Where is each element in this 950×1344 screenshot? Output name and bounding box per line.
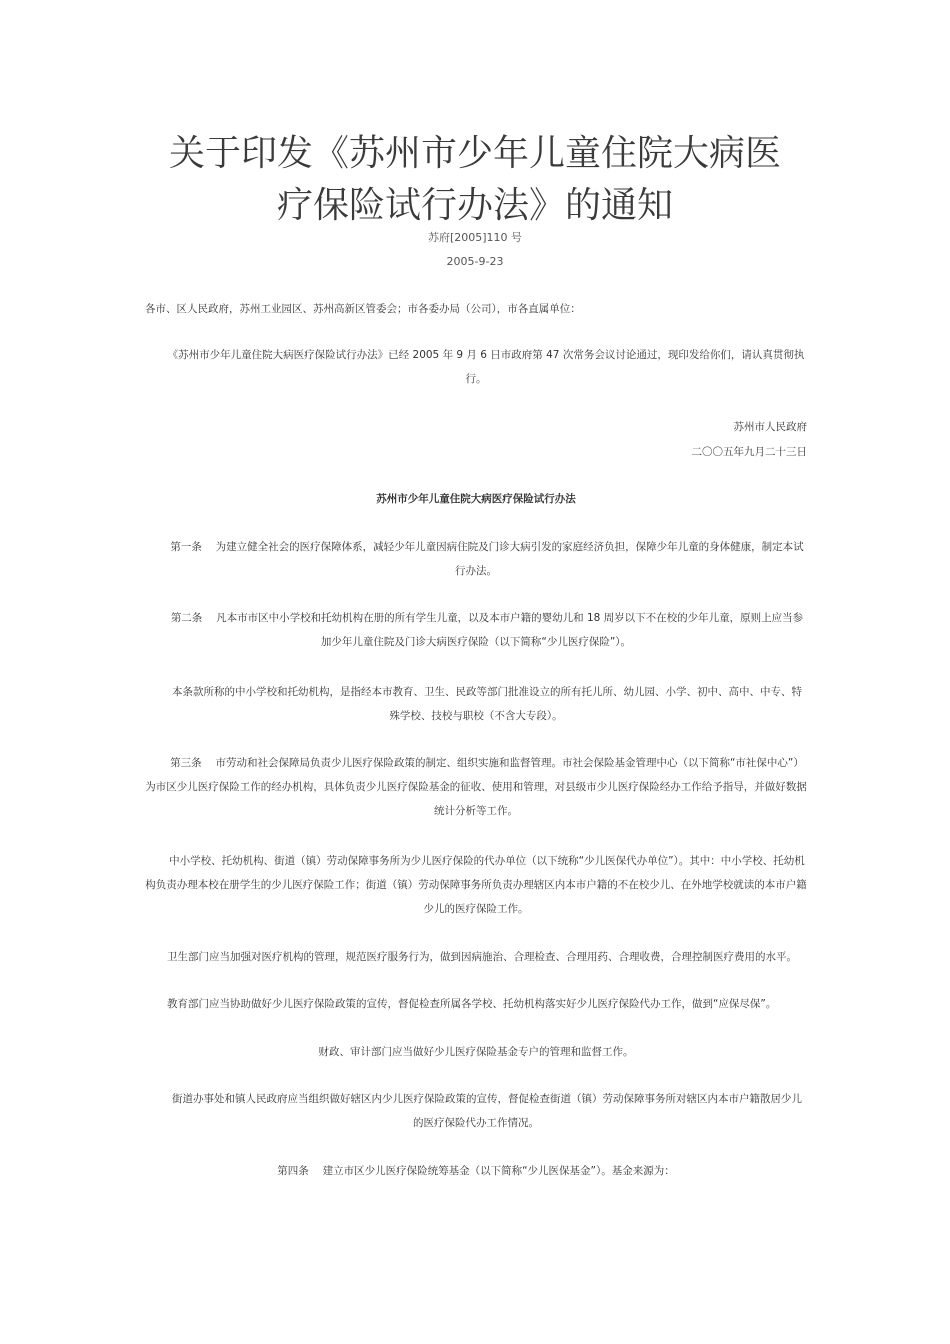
publish-date: 2005-9-23 bbox=[446, 255, 504, 268]
issue-date: 二〇〇五年九月二十三日 bbox=[691, 446, 807, 458]
article-2-clause: 本条款所称的中小学校和托幼机构，是指经本市教育、卫生、民政等部门批准设立的所有托儿所、幼儿园、小学、初中、高中、中专、特殊学校、技校与职校（不含大专段）。 bbox=[172, 686, 802, 722]
issuer: 苏州市人民政府 bbox=[733, 421, 807, 433]
document-number: 苏府[2005]110 号 bbox=[427, 231, 523, 244]
article-1: 第一条 为建立健全社会的医疗保障体系，减轻少年儿童因病住院及门诊大病引发的家庭经济负担，保障少年儿童的身体健康，制定本试行办法。 bbox=[170, 541, 804, 577]
article-2: 第二条 凡本市市区中小学校和托幼机构在册的所有学生儿童，以及本市户籍的婴幼儿和 18 周岁以下不在校的少年儿童，原则上应当参加少年儿童住院及门诊大病医疗保险（以下简称“少儿医疗保险”）。 bbox=[170, 612, 804, 648]
article-4: 第四条 建立市区少儿医疗保险统筹基金（以下简称“少儿医保基金”）。基金来源为： bbox=[277, 1165, 675, 1177]
recipients: 各市、区人民政府，苏州工业园区、苏州高新区管委会；市各委办局（公司），市各直属单位： bbox=[145, 303, 581, 315]
article-3-street-office: 街道办事处和镇人民政府应当组织做好辖区内少儿医疗保险政策的宣传，督促检查街道（镇）劳动保障事务所对辖区内本市户籍散居少儿的医疗保险代办工作情况。 bbox=[172, 1093, 802, 1129]
article-3: 第三条 市劳动和社会保障局负责少儿医疗保险政策的制定、组织实施和监督管理。市社会保险基金管理中心（以下简称“市社保中心”）为市区少儿医疗保险工作的经办机构，具体负责少儿医疗保险基金的征收、使用和管理，对县级市少儿医疗保险经办工作给予指导，并做好数据统计分析等工作。 bbox=[145, 757, 807, 817]
article-3-education: 教育部门应当协助做好少儿医疗保险政策的宣传，督促检查所属各学校、托幼机构落实好少儿医疗保险代办工作，做到“应保尽保”。 bbox=[167, 998, 777, 1010]
article-3-finance: 财政、审计部门应当做好少儿医疗保险基金专户的管理和监督工作。 bbox=[318, 1046, 634, 1058]
document-title bbox=[0, 128, 950, 232]
document-title-line-2: 疗保险试行办法》的通知 bbox=[276, 185, 673, 226]
regulation-title: 苏州市少年儿童住院大病医疗保险试行办法 bbox=[376, 493, 576, 505]
article-3-agents: 中小学校、托幼机构、街道（镇）劳动保障事务所为少儿医疗保险的代办单位（以下统称“少儿医保代办单位”）。其中：中小学校、托幼机构负责办理本校在册学生的少儿医疗保险工作；街道（镇）劳动保障事务所负责办理辖区内本市户籍的不在校少儿、在外地学校就读的本市户籍少儿的医疗保险工作。 bbox=[145, 855, 807, 915]
document-title-line-1: 关于印发《苏州市少年儿童住院大病医 bbox=[168, 133, 781, 174]
article-3-health: 卫生部门应当加强对医疗机构的管理，规范医疗服务行为，做到因病施治、合理检查、合理用药、合理收费，合理控制医疗费用的水平。 bbox=[167, 951, 797, 963]
notice-body: 《苏州市少年儿童住院大病医疗保险试行办法》已经 2005 年 9 月 6 日市政府第 47 次常务会议讨论通过，现印发给你们，请认真贯彻执行。 bbox=[167, 349, 805, 385]
